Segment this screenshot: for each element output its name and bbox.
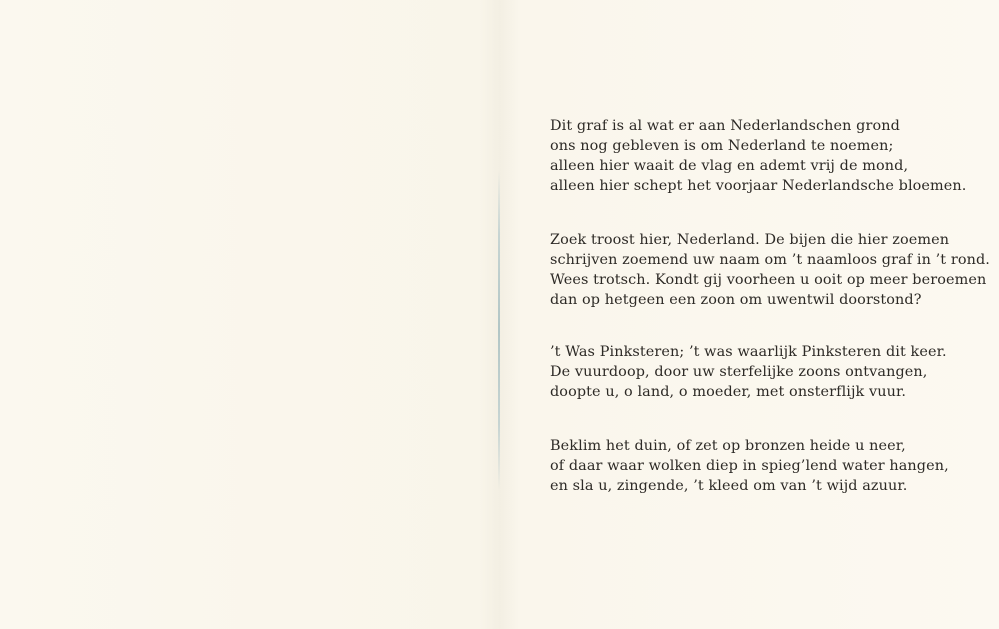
poem — [550, 116, 990, 530]
poem-line: dan op hetgeen een zoon om uwentwil doorstond? — [550, 292, 922, 308]
poem-line: alleen hier schept het voorjaar Nederlandsche bloemen. — [550, 178, 967, 194]
book-gutter — [498, 170, 500, 490]
stanza-4 — [550, 436, 970, 496]
poem-line: Dit graf is al wat er aan Nederlandschen grond — [550, 118, 900, 134]
right-page — [501, 0, 999, 629]
poem-line: Beklim het duin, of zet op bronzen heide u neer, — [550, 438, 906, 454]
poem-line: alleen hier waait de vlag en ademt vrij de mond, — [550, 158, 909, 174]
left-page — [0, 0, 498, 629]
poem-line: schrijven zoemend uw naam om ’t naamloos graf in ’t rond. — [550, 252, 990, 268]
poem-line: doopte u, o land, o moeder, met onsterflijk vuur. — [550, 384, 907, 400]
stanza-2 — [550, 230, 990, 310]
poem-line: en sla u, zingende, ’t kleed om van ’t wijd azuur. — [550, 478, 908, 494]
poem-line: of daar waar wolken diep in spieg’lend water hangen, — [550, 458, 949, 474]
stanza-1 — [550, 116, 970, 196]
poem-line: ons nog gebleven is om Nederland te noemen; — [550, 138, 894, 154]
poem-line: ’t Was Pinksteren; ’t was waarlijk Pinksteren dit keer. — [550, 344, 947, 360]
stanza-3 — [550, 342, 970, 402]
poem-line: De vuurdoop, door uw sterfelijke zoons ontvangen, — [550, 364, 928, 380]
poem-line: Zoek troost hier, Nederland. De bijen die hier zoemen — [550, 232, 950, 248]
poem-line: Wees trotsch. Kondt gij voorheen u ooit op meer beroemen — [550, 272, 987, 288]
